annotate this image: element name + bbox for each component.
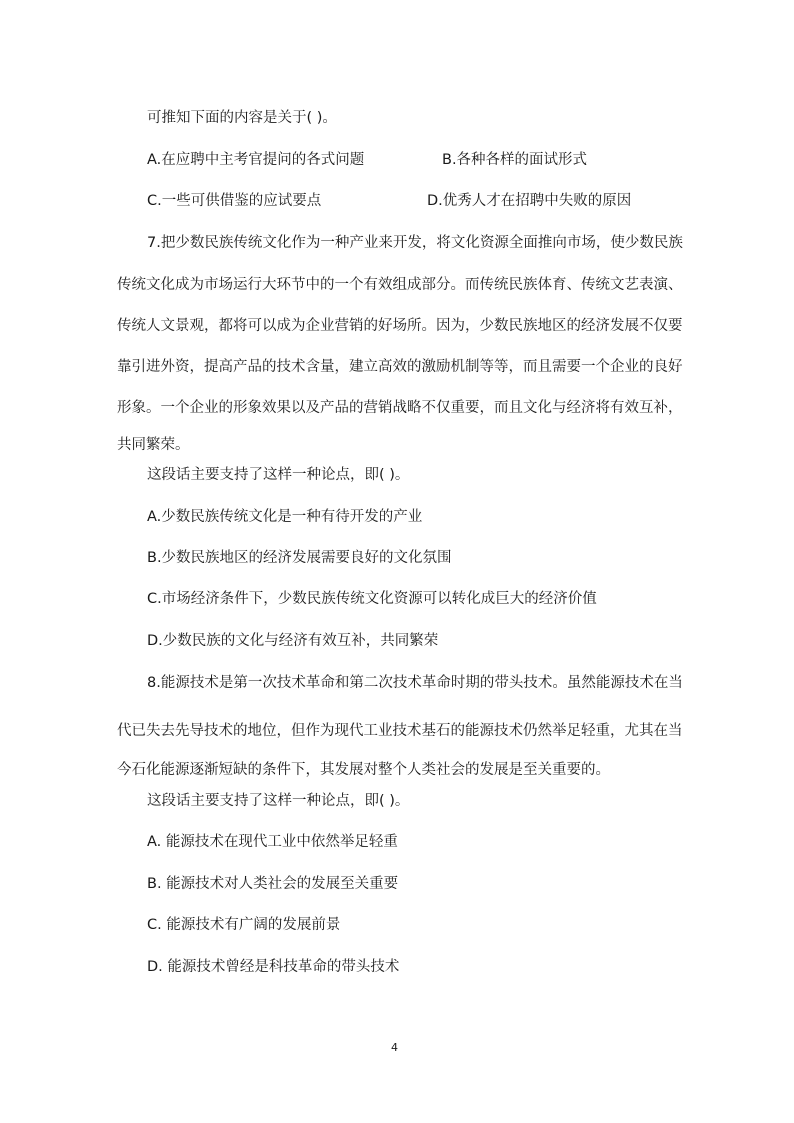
q8-option-b: B. 能源技术对人类社会的发展至关重要 — [147, 876, 399, 892]
q8-option-c: C. 能源技术有广阔的发展前景 — [147, 917, 341, 933]
q7-paragraph-line: 共同繁荣。 — [117, 437, 190, 453]
q8-paragraph-line: 8.能源技术是第一次技术革命和第二次技术革命时期的带头技术。虽然能源技术在当 — [147, 675, 683, 691]
q7-paragraph-line: 7.把少数民族传统文化作为一种产业来开发，将文化资源全面推向市场，使少数民族 — [147, 235, 683, 251]
q7-option-a: A.少数民族传统文化是一种有待开发的产业 — [147, 509, 423, 525]
q7-option-b: B.少数民族地区的经济发展需要良好的文化氛围 — [147, 550, 452, 566]
page-number: 4 — [391, 1041, 398, 1054]
q8-paragraph-line: 今石化能源逐渐短缺的条件下，其发展对整个人类社会的发展是至关重要的。 — [117, 762, 610, 778]
q7-paragraph-line: 靠引进外资，提高产品的技术含量，建立高效的激励机制等等，而且需要一个企业的良好 — [117, 359, 683, 375]
q6-option-d: D.优秀人才在招聘中失败的原因 — [427, 193, 632, 209]
q7-paragraph-line: 传统人文景观，都将可以成为企业营销的好场所。因为，少数民族地区的经济发展不仅要 — [117, 318, 683, 334]
q6-option-a: A.在应聘中主考官提问的各式问题 — [147, 152, 365, 168]
q8-paragraph-line: 代已失去先导技术的地位，但作为现代工业技术基石的能源技术仍然举足轻重，尤其在当 — [117, 723, 683, 739]
q8-question: 这段话主要支持了这样一种论点，即( )。 — [147, 793, 410, 809]
q8-option-d: D. 能源技术曾经是科技革命的带头技术 — [147, 959, 400, 975]
q6-stem: 可推知下面的内容是关于( )。 — [147, 110, 337, 126]
q7-option-c: C.市场经济条件下，少数民族传统文化资源可以转化成巨大的经济价值 — [147, 591, 597, 607]
q7-paragraph-line: 形象。一个企业的形象效果以及产品的营销战略不仅重要，而且文化与经济将有效互补， — [117, 400, 683, 416]
q7-option-d: D.少数民族的文化与经济有效互补，共同繁荣 — [147, 633, 439, 649]
q7-question: 这段话主要支持了这样一种论点，即( )。 — [147, 467, 410, 483]
q8-option-a: A. 能源技术在现代工业中依然举足轻重 — [147, 834, 398, 850]
q6-option-c: C.一些可供借鉴的应试要点 — [147, 193, 322, 209]
q7-paragraph-line: 传统文化成为市场运行大环节中的一个有效组成部分。而传统民族体育、传统文艺表演、 — [117, 277, 683, 293]
q6-option-b: B.各种各样的面试形式 — [442, 152, 588, 168]
